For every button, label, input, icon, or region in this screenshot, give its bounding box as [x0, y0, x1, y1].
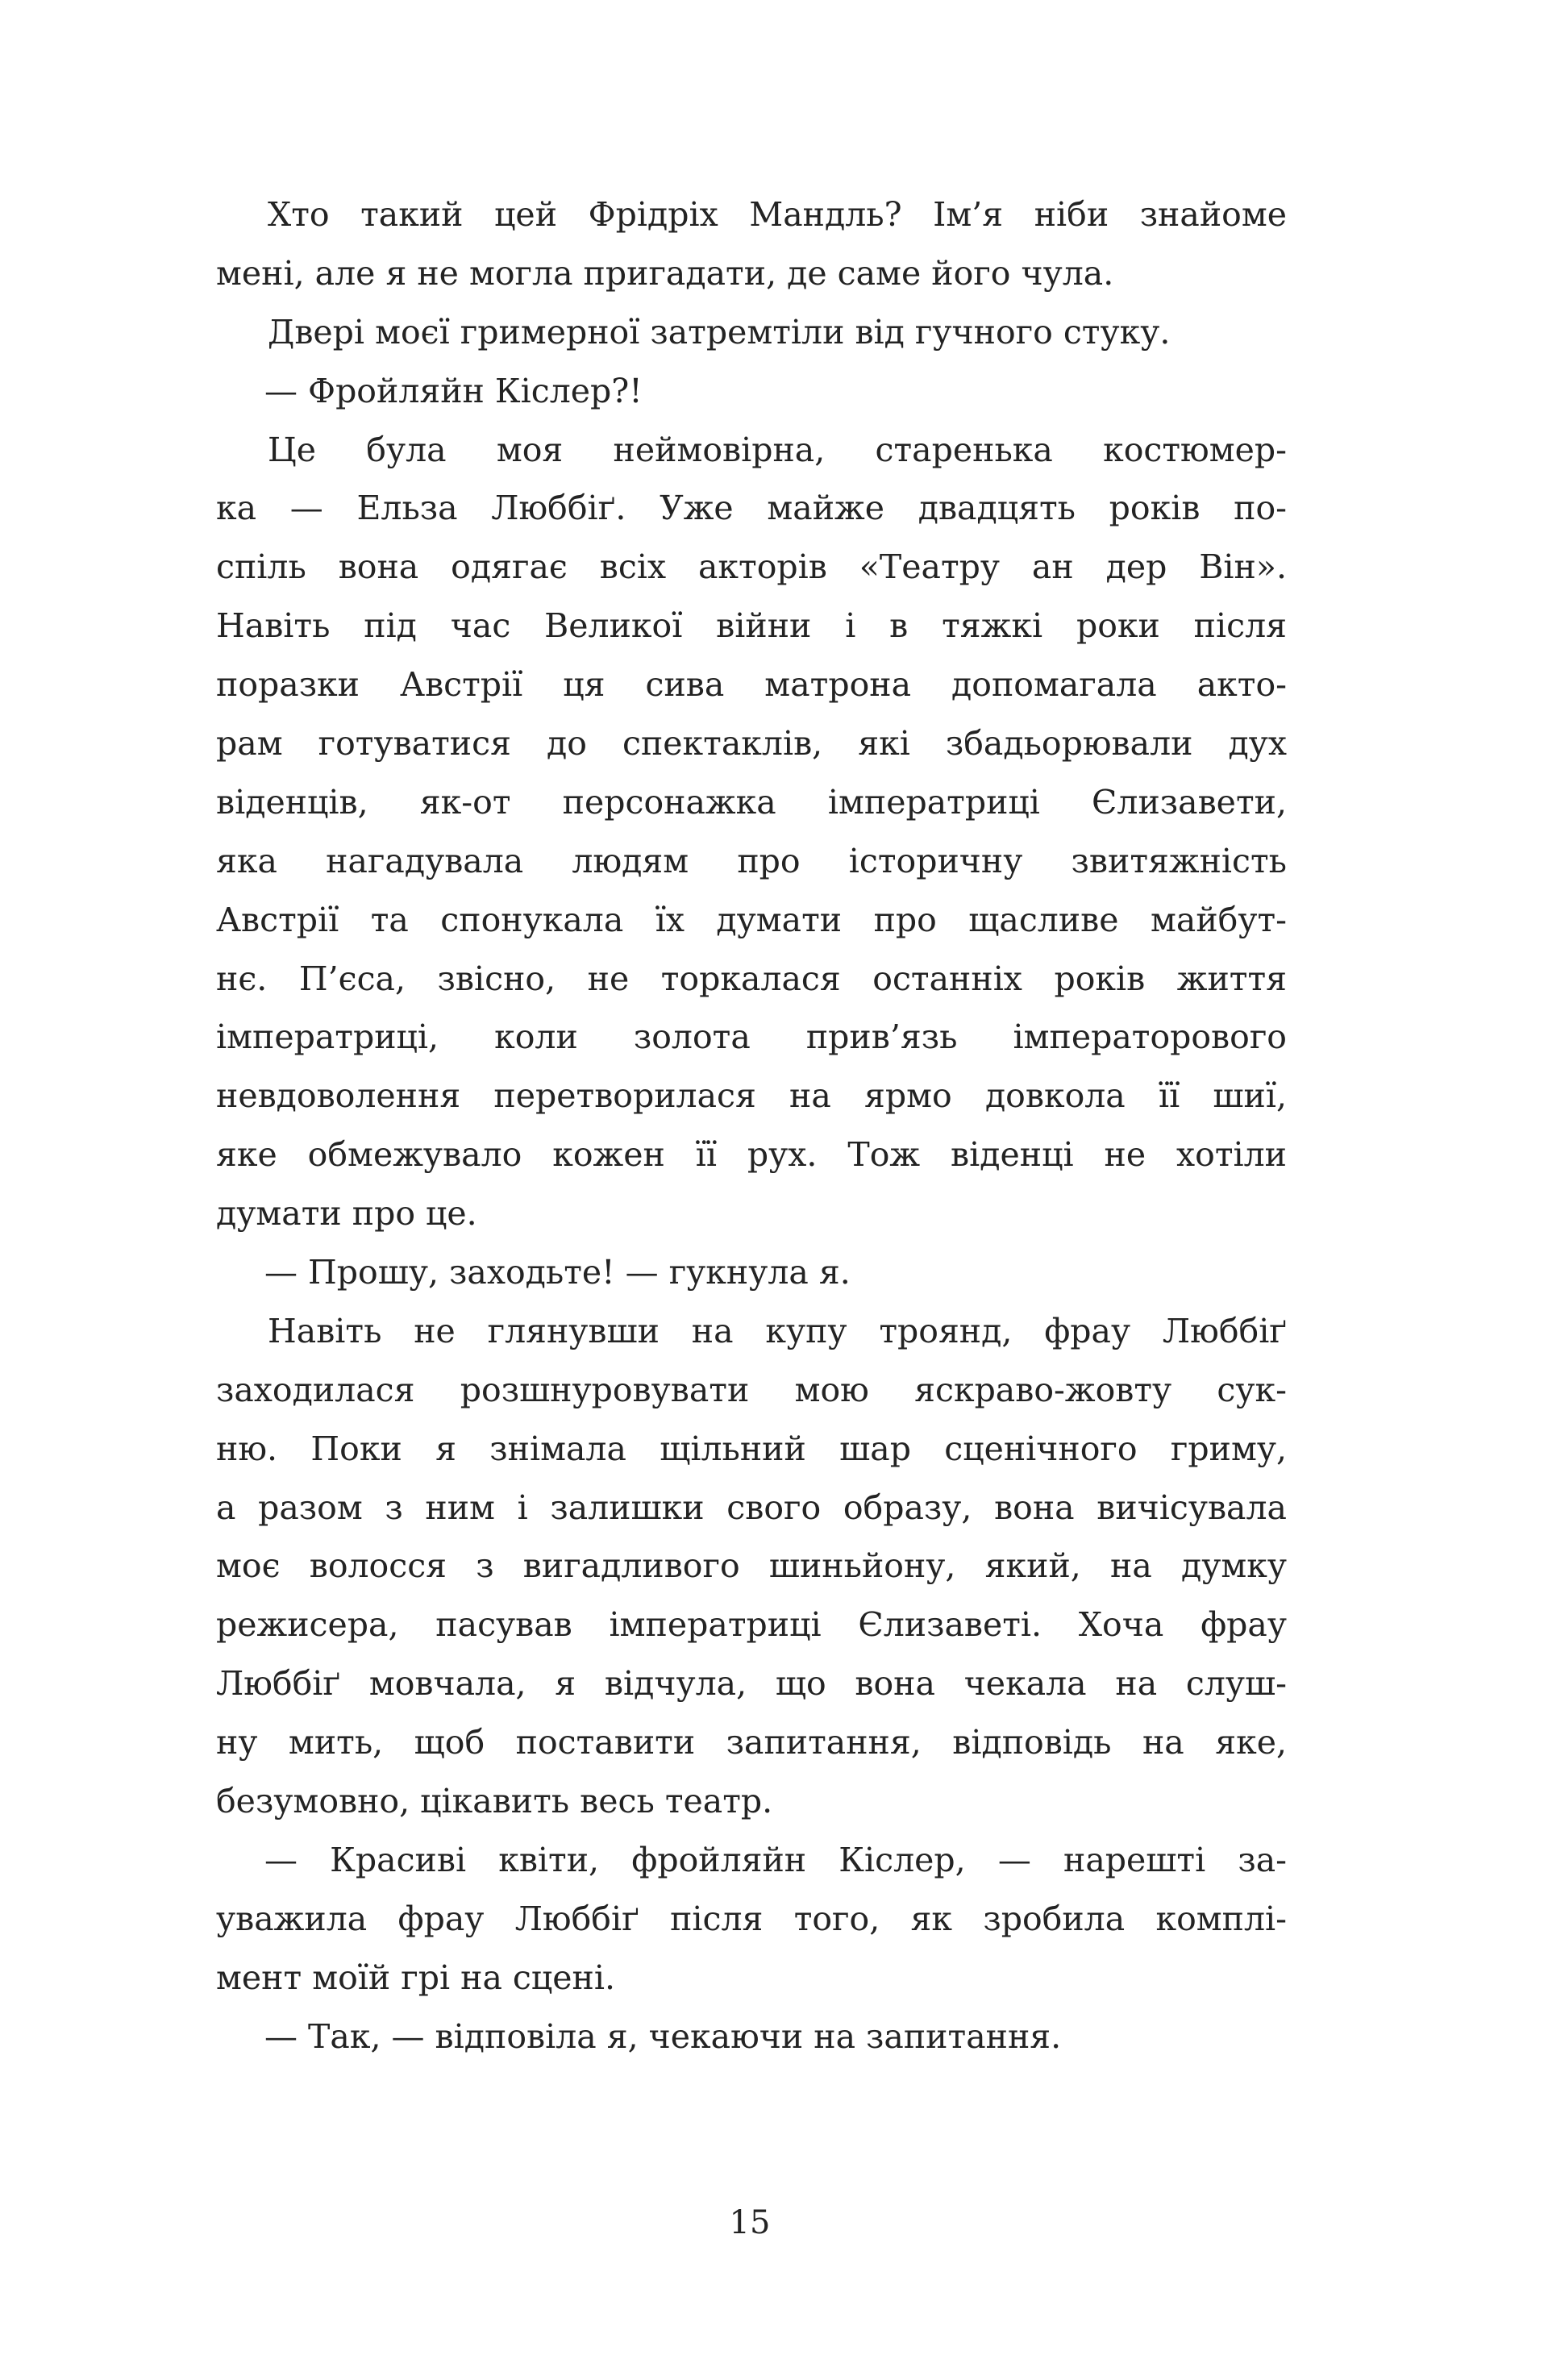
text-line: поразки Австрії ця сива матрона допомагала акто-: [216, 665, 1287, 705]
text-line: яке обмежувало кожен її рух. Тож віденці не хотіли: [216, 1135, 1287, 1175]
paragraph: [216, 1302, 1287, 1831]
text-line: яка нагадувала людям про історичну звитяжність: [216, 841, 1287, 880]
dialogue-paragraph: [216, 362, 1287, 421]
page-number: 15: [729, 2204, 771, 2241]
text-line: уважила фрау Люббіґ після того, як зробила комплі-: [216, 1899, 1287, 1938]
paragraph: [216, 185, 1287, 303]
text-line: мент моїй грі на сцені.: [216, 1958, 615, 1997]
text-line: спіль вона одягає всіх акторів «Театру ан дер Він».: [216, 547, 1287, 587]
paragraph: [216, 421, 1287, 1243]
text-line: рам готуватися до спектаклів, які збадьорювали дух: [216, 724, 1287, 764]
text-line: Двері моєї гримерної затремтіли від гучного стуку.: [268, 312, 1171, 352]
dialogue-paragraph: [216, 1243, 1287, 1302]
text-line: думати про це.: [216, 1194, 477, 1234]
text-line: — Фройляйн Кіслер?!: [264, 371, 643, 410]
text-line: ну мить, щоб поставити запитання, відповідь на яке,: [216, 1723, 1287, 1762]
text-line: Навіть під час Великої війни і в тяжкі роки після: [216, 606, 1287, 646]
paragraph: [216, 303, 1287, 362]
dialogue-paragraph: [216, 1831, 1287, 2008]
text-line: Люббіґ мовчала, я відчула, що вона чекала на слуш-: [216, 1664, 1287, 1704]
text-line: — Прошу, заходьте! — гукнула я.: [264, 1253, 851, 1292]
text-line: мені, але я не могла пригадати, де саме його чула.: [216, 253, 1114, 293]
text-line: моє волосся з вигадливого шиньйону, який, на думку: [216, 1546, 1287, 1586]
text-line: а разом з ним і залишки свого образу, вона вичісувала: [216, 1488, 1287, 1527]
text-line: імператриці, коли золота прив’язь імператорового: [216, 1017, 1287, 1057]
text-line: ню. Поки я знімала щільний шар сценічного гриму,: [216, 1429, 1287, 1468]
text-line: безумовно, цікавить весь театр.: [216, 1782, 773, 1821]
dialogue-paragraph: [216, 2008, 1287, 2066]
text-line: Навіть не глянувши на купу троянд, фрау Люббіґ: [268, 1311, 1287, 1350]
text-line: Хто такий цей Фрідріх Мандль? Ім’я ніби знайоме: [268, 195, 1287, 234]
text-line: Австрії та спонукала їх думати про щасливе майбут-: [216, 900, 1287, 939]
text-line: режисера, пасував імператриці Єлизаветі. Хоча фрау: [216, 1605, 1287, 1645]
body-text: [216, 185, 1287, 2066]
text-line: віденців, як-от персонажка імператриці Єлизавети,: [216, 782, 1287, 822]
text-line: заходилася розшнуровувати мою яскраво-жовту сук-: [216, 1370, 1287, 1409]
text-line: — Так, — відповіла я, чекаючи на запитання.: [264, 2016, 1062, 2056]
text-line: невдоволення перетворилася на ярмо довкола її шиї,: [216, 1076, 1287, 1116]
text-line: Це була моя неймовірна, старенька костюмер-: [268, 430, 1287, 469]
text-line: нє. П’єса, звісно, не торкалася останніх років життя: [216, 959, 1287, 998]
text-line: — Красиві квіти, фройляйн Кіслер, — нарешті за-: [264, 1840, 1287, 1879]
text-line: ка — Ельза Люббіґ. Уже майже двадцять років по-: [216, 489, 1287, 528]
